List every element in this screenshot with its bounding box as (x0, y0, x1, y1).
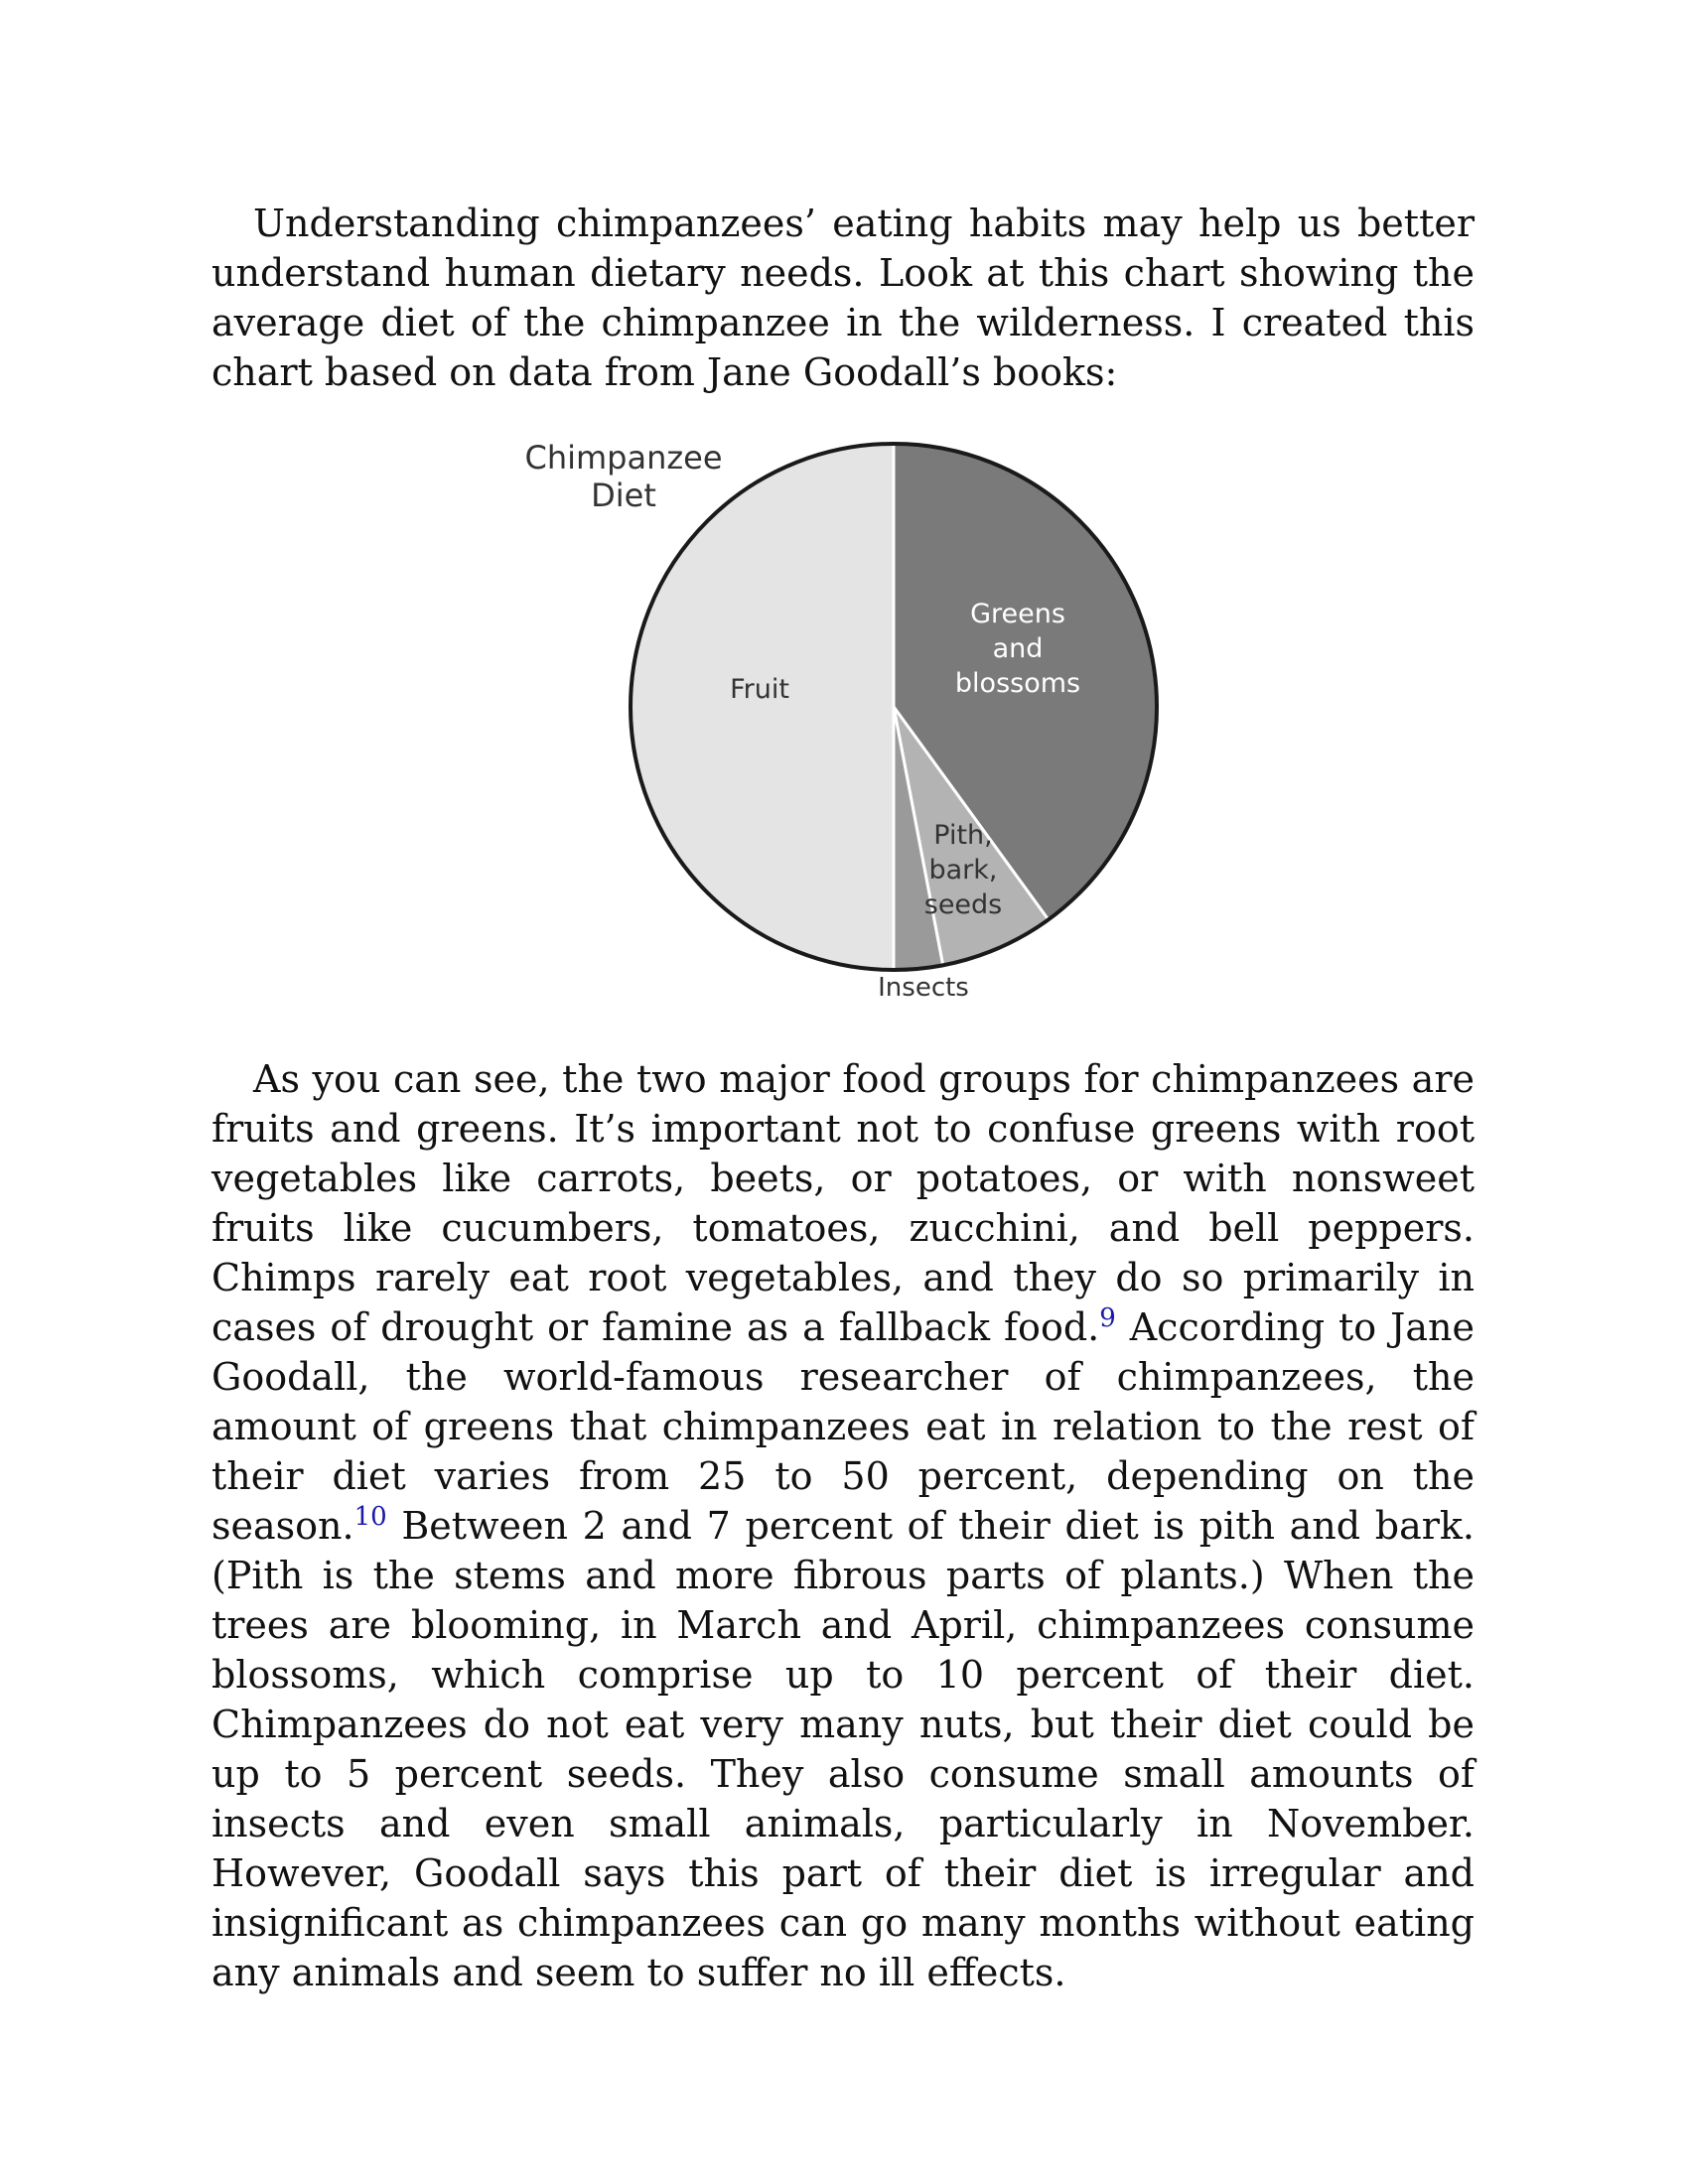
slice-label-insects: Insects (878, 973, 969, 1003)
chart-title-line-2: Diet (591, 477, 656, 514)
slice-label-greens-and-blossoms: Greens and blossoms (954, 599, 1081, 699)
pie-slices (631, 444, 1157, 970)
chart-title-line-1: Chimpanzee (524, 439, 723, 477)
pie-slice-fruit (631, 444, 894, 970)
body-text-part-3: Between 2 and 7 percent of their diet is pith and bark. (Pith is the stems and more fibrous parts of plants.) When the trees are blooming, in March and April, chimpanzees consume blossoms, which comprise up to 10 percent of their diet. Chimpanzees do not eat very many nuts, but their diet could be up to 5 percent seeds. They also consume small amounts of insects and even small animals, particularly in November. However, Goodall says this part of their diet is irregular and insignificant as chimpanzees can go many months without eating any animals and seem to suffer no ill effects. (211, 1504, 1475, 1994)
intro-text: Understanding chimpanzees’ eating habits may help us better understand human dietary needs. Look at this chart showing the average diet of the chimpanzee in the wilderness. I created this chart based on data from Jane Goodall’s books: (211, 202, 1475, 394)
slice-label-fruit: Fruit (730, 674, 789, 705)
body-text-part-2: According to Jane Goodall, the world-famous researcher of chimpanzees, the amount of greens that chimpanzees eat in relation to the rest of their diet varies from 25 to 50 percent, depending on the season. (211, 1305, 1475, 1548)
body-text-part-1: As you can see, the two major food groups for chimpanzees are fruits and greens. It’s important not to confuse greens with root vegetables like carrots, beets, or potatoes, or with nonsweet fruits like cucumbers, tomatoes, zucchini, and bell peppers. Chimps rarely eat root vegetables, and they do so primarily in cases of drought or famine as a fallback food. (211, 1057, 1475, 1349)
footnote-reference-9[interactable]: 9 (1099, 1303, 1116, 1333)
body-paragraph (211, 1054, 1475, 1997)
slice-label-pith-bark-seeds: Pith, bark, seeds (923, 820, 1003, 920)
footnote-reference-10[interactable]: 10 (353, 1502, 387, 1532)
intro-paragraph (211, 199, 1475, 397)
chimpanzee-diet-pie-chart (496, 427, 1192, 1023)
